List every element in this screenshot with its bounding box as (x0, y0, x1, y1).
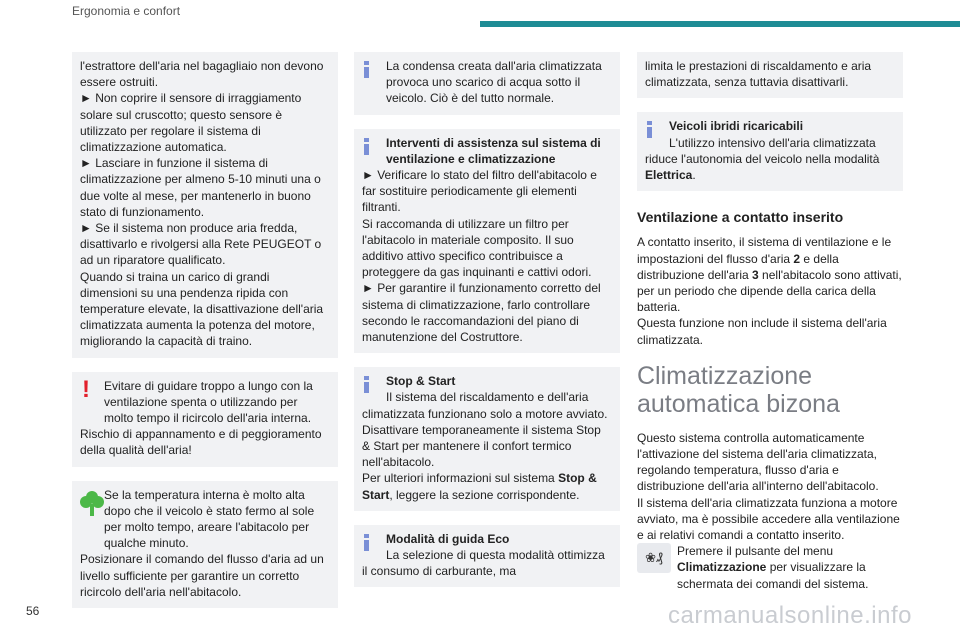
info-icon (364, 61, 369, 77)
hybrid-mode: Elettrica (645, 168, 693, 183)
climate-paragraph: Questo sistema controlla automaticamente l'attivazione del sistema dell'aria climatizzata, regolando temperatura, flusso d'aria e distribuzione dell'aria all'interno dell'abitacolo. (637, 430, 879, 494)
ref-number: 2 (793, 251, 801, 266)
info-icon (364, 376, 369, 392)
info-paragraph: ► Verificare lo stato del filtro dell'abitacolo e far sostituire periodicamente gli elementi filtranti. (362, 168, 597, 215)
info-paragraph (645, 135, 895, 184)
menu-name: Climatizzazione (677, 560, 767, 575)
instruction-paragraph (677, 543, 903, 592)
column-2 (354, 52, 620, 601)
text: Premere il pulsante del menu (677, 544, 834, 559)
info-icon (364, 138, 369, 154)
ventilation-heading: Ventilazione a contatto inserito (637, 209, 844, 226)
maintenance-title: Interventi di assistenza sul sistema di ventilazione e climatizzazione (386, 135, 601, 166)
text: e della distribuzione dell'aria (637, 251, 839, 282)
climate-heading: Climatizzazione automatica bizona (637, 361, 840, 418)
maintenance-info-box (354, 129, 620, 354)
info-paragraph (362, 470, 612, 502)
climate-menu-button-icon: ❀₰ (637, 543, 671, 573)
note-paragraph: ► Non coprire il sensore di irraggiamento solare sul cruscotto; questo sensore è utilizzato per regolare il sistema di climatizzazione automatica. (80, 91, 302, 155)
info-paragraph: Disattivare temporaneamente il sistema Stop & Start per mantenere il confort termico nell'abitacolo. (362, 422, 601, 470)
note-paragraph: ► Lasciare in funzione il sistema di climatizzazione per almeno 5-10 minuti una o due volte al mese, per mantenerlo in buono stato di funzionamento. (80, 156, 321, 219)
header-title: Ergonomia e confort (72, 4, 181, 18)
info-paragraph: ► Per garantire il funzionamento corretto del sistema di climatizzazione, farlo controllare secondo le raccomandazioni del piano di manutenzione del Costruttore. (362, 281, 601, 345)
eco-tip-paragraph: Se la temperatura interna è molto alta dopo che il veicolo è stato fermo al sole per molto tempo, areare l'abitacolo per qualche minuto. (104, 487, 315, 551)
eco-mode-title: Modalità di guida Eco (386, 531, 510, 546)
text: A contatto inserito, il sistema di ventilazione e le impostazioni del flusso d'aria (637, 235, 892, 266)
climate-menu-instruction (637, 543, 903, 592)
watermark: carmanualsonline.info (668, 602, 912, 629)
ventilation-section (637, 209, 903, 348)
info-paragraph: La condensa creata dall'aria climatizzata provoca uno scarico di acqua sotto il veicolo. Ciò è del tutto normale. (386, 59, 602, 106)
warning-paragraph: Rischio di appannamento e di peggioramento della qualità dell'aria! (80, 427, 322, 458)
ref-text: Per ulteriori informazioni sul sistema (362, 471, 559, 486)
stop-start-info-box (354, 367, 620, 511)
eco-tip-box (72, 481, 338, 608)
tree-eco-icon (80, 489, 104, 521)
note-paragraph: ► Se il sistema non produce aria fredda, disattivarlo e rivolgersi alla Rete PEUGEOT o ad un riparatore qualificato. (80, 221, 322, 268)
notes-box (72, 52, 338, 358)
stop-start-title: Stop & Start (386, 374, 456, 389)
hybrid-info-box (637, 112, 903, 191)
eco-tip-paragraph: Posizionare il comando del flusso d'aria ad un livello sufficiente per garantire un corretto ricircolo dell'aria nell'abitacolo. (80, 552, 324, 599)
climate-paragraph: Il sistema dell'aria climatizzata funziona a motore avviato, ma è possibile accedere alla ventilazione e ai relativi comandi a contatto inserito. (637, 495, 900, 543)
climate-section (637, 362, 903, 592)
info-icon (364, 534, 369, 550)
note-paragraph: Quando si traina un carico di grandi dimensioni su una pendenza ripida con temperature elevate, la disattivazione dell'aria climatizzata aumenta la potenza del motore, migliorando la capacità di traino. (80, 269, 324, 349)
note-paragraph: l'estrattore dell'aria nel bagagliaio non devono essere ostruiti. (80, 59, 324, 90)
eco-mode-info-box (354, 525, 620, 588)
info-paragraph: limita le prestazioni di riscaldamento e aria climatizzata, senza tuttavia disattivarli. (645, 59, 872, 90)
ventilation-paragraph: Questa funzione non include il sistema dell'aria climatizzata. (637, 316, 887, 347)
eco-mode-continuation-box (637, 52, 903, 98)
condensation-info-box (354, 52, 620, 115)
page-number: 56 (26, 604, 40, 618)
hybrid-text: L'utilizzo intensivo dell'aria climatizzata riduce l'autonomia del veicolo nella modalità (645, 135, 880, 166)
warning-box (72, 372, 338, 467)
ref-text: , leggere la sezione corrispondente. (389, 487, 580, 502)
column-1 (72, 52, 338, 622)
text: per visualizzare la schermata dei comandi del sistema. (677, 560, 869, 591)
info-icon (647, 121, 652, 137)
exclamation-warning-icon: ! (82, 375, 90, 403)
ref-bold: Stop & Start (362, 471, 597, 502)
info-paragraph: Si raccomanda di utilizzare un filtro per l'abitacolo in materiale composito. Il suo additivo attivo specifico contribuisce a proteggere da gas inquinanti e cattivi odori. (362, 216, 592, 280)
text: nell'abitacolo sono attivati, per un periodo che dipende della carica della batteria. (637, 267, 902, 315)
info-paragraph: Il sistema del riscaldamento e dell'aria climatizzata funzionano solo a motore avviato. (362, 390, 608, 421)
ref-number: 3 (752, 267, 759, 282)
hybrid-text: . (692, 168, 696, 183)
header-accent-bar (480, 21, 960, 27)
info-paragraph: La selezione di questa modalità ottimizza il consumo di carburante, ma (362, 548, 605, 579)
hybrid-title: Veicoli ibridi ricaricabili (669, 119, 804, 134)
column-3 (637, 52, 903, 592)
warning-paragraph: Evitare di guidare troppo a lungo con la ventilazione spenta o utilizzando per molto tempo il ricircolo dell'aria interna. (104, 378, 313, 426)
ventilation-paragraph (637, 234, 903, 315)
